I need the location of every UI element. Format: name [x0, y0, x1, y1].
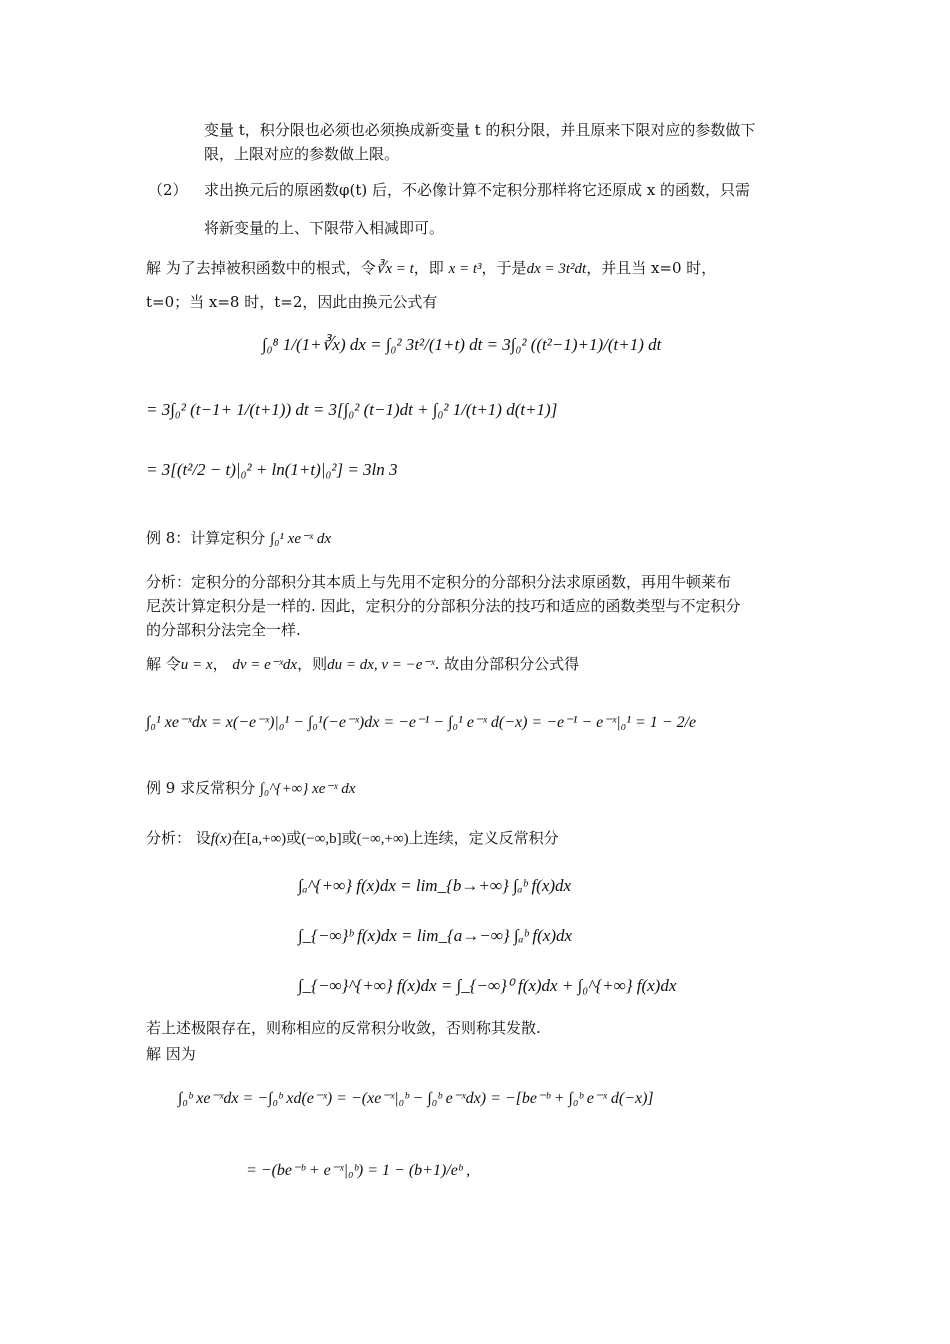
example-9-analysis: 分析： 设f(x)在[a,+∞)或(−∞,b]或(−∞,+∞)上连续，定义反常积分: [146, 829, 559, 847]
equation-9-1: ∫₀ᵇ xe⁻ˣdx = −∫₀ᵇ xd(e⁻ˣ) = −(xe⁻ˣ|₀ᵇ − ∫₀ᵇ e⁻ˣdx) = −[be⁻ᵇ + ∫₀ᵇ e⁻ˣ d(−x)]: [178, 1090, 654, 1107]
note-line-1: 变量 t，积分限也必须也必须换成新变量 t 的积分限，并且原来下限对应的参数做下: [204, 121, 756, 139]
item-2-number: （2）: [148, 181, 188, 199]
example-9-solution-label: 解 因为: [146, 1045, 196, 1063]
item-2-line-2: 将新变量的上、下限带入相减即可。: [204, 219, 445, 237]
item-2-line-1: 求出换元后的原函数φ(t) 后，不必像计算不定积分那样将它还原成 x 的函数，只需: [204, 181, 751, 199]
example-8-analysis-2: 尼茨计算定积分是一样的. 因此，定积分的分部积分法的技巧和适应的函数类型与不定积分: [146, 597, 741, 615]
equation-7-3: = 3[(t²/2 − t)|₀² + ln(1+t)|₀²] = 3ln 3: [146, 460, 398, 479]
equation-9-2: = −(be⁻ᵇ + e⁻ˣ|₀ᵇ) = 1 − (b+1)/eᵇ ,: [246, 1162, 471, 1179]
equation-7-2: = 3∫₀² (t−1+ 1/(t+1)) dt = 3[∫₀² (t−1)dt + ∫₀² 1/(t+1) d(t+1)]: [146, 400, 558, 419]
example-8-analysis-3: 的分部积分法完全一样.: [146, 621, 301, 639]
definition-2: ∫_{−∞}ᵇ f(x)dx = lim_{a→−∞} ∫ₐᵇ f(x)dx: [298, 926, 573, 945]
equation-7-1: ∫₀⁸ 1/(1+∛x) dx = ∫₀² 3t²/(1+t) dt = 3∫₀² ((t²−1)+1)/(t+1) dt: [262, 335, 662, 354]
solution-7-line-1: 解 为了去掉被积函数中的根式，令∛x = t，即 x = t³，于是dx = 3t²dt，并且当 x=0 时，: [146, 259, 717, 277]
definition-1: ∫ₐ^{+∞} f(x)dx = lim_{b→+∞} ∫ₐᵇ f(x)dx: [298, 876, 572, 895]
example-9-conclusion: 若上述极限存在，则称相应的反常积分收敛，否则称其发散.: [146, 1019, 541, 1037]
definition-3: ∫_{−∞}^{+∞} f(x)dx = ∫_{−∞}⁰ f(x)dx + ∫₀^{+∞} f(x)dx: [298, 976, 677, 995]
example-8-analysis-1: 分析：定积分的分部积分其本质上与先用不定积分的分部积分法求原函数，再用牛顿莱布: [146, 573, 732, 591]
note-line-2: 限，上限对应的参数做上限。: [204, 145, 400, 163]
example-8-solution: 解 令u = x， dv = e⁻ˣdx，则du = dx, v = −e⁻ˣ. 故由分部积分公式得: [146, 655, 580, 673]
example-8-title: 例 8：计算定积分 ∫₀¹ xe⁻ˣ dx: [146, 529, 332, 547]
example-9-title: 例 9 求反常积分 ∫₀^{+∞} xe⁻ˣ dx: [146, 779, 356, 797]
equation-8: ∫₀¹ xe⁻ˣdx = x(−e⁻ˣ)|₀¹ − ∫₀¹(−e⁻ˣ)dx = −e⁻¹ − ∫₀¹ e⁻ˣ d(−x) = −e⁻¹ − e⁻ˣ|₀¹ = 1 − 2/e: [146, 714, 697, 731]
solution-7-line-2: t=0；当 x=8 时，t=2，因此由换元公式有: [146, 293, 438, 311]
